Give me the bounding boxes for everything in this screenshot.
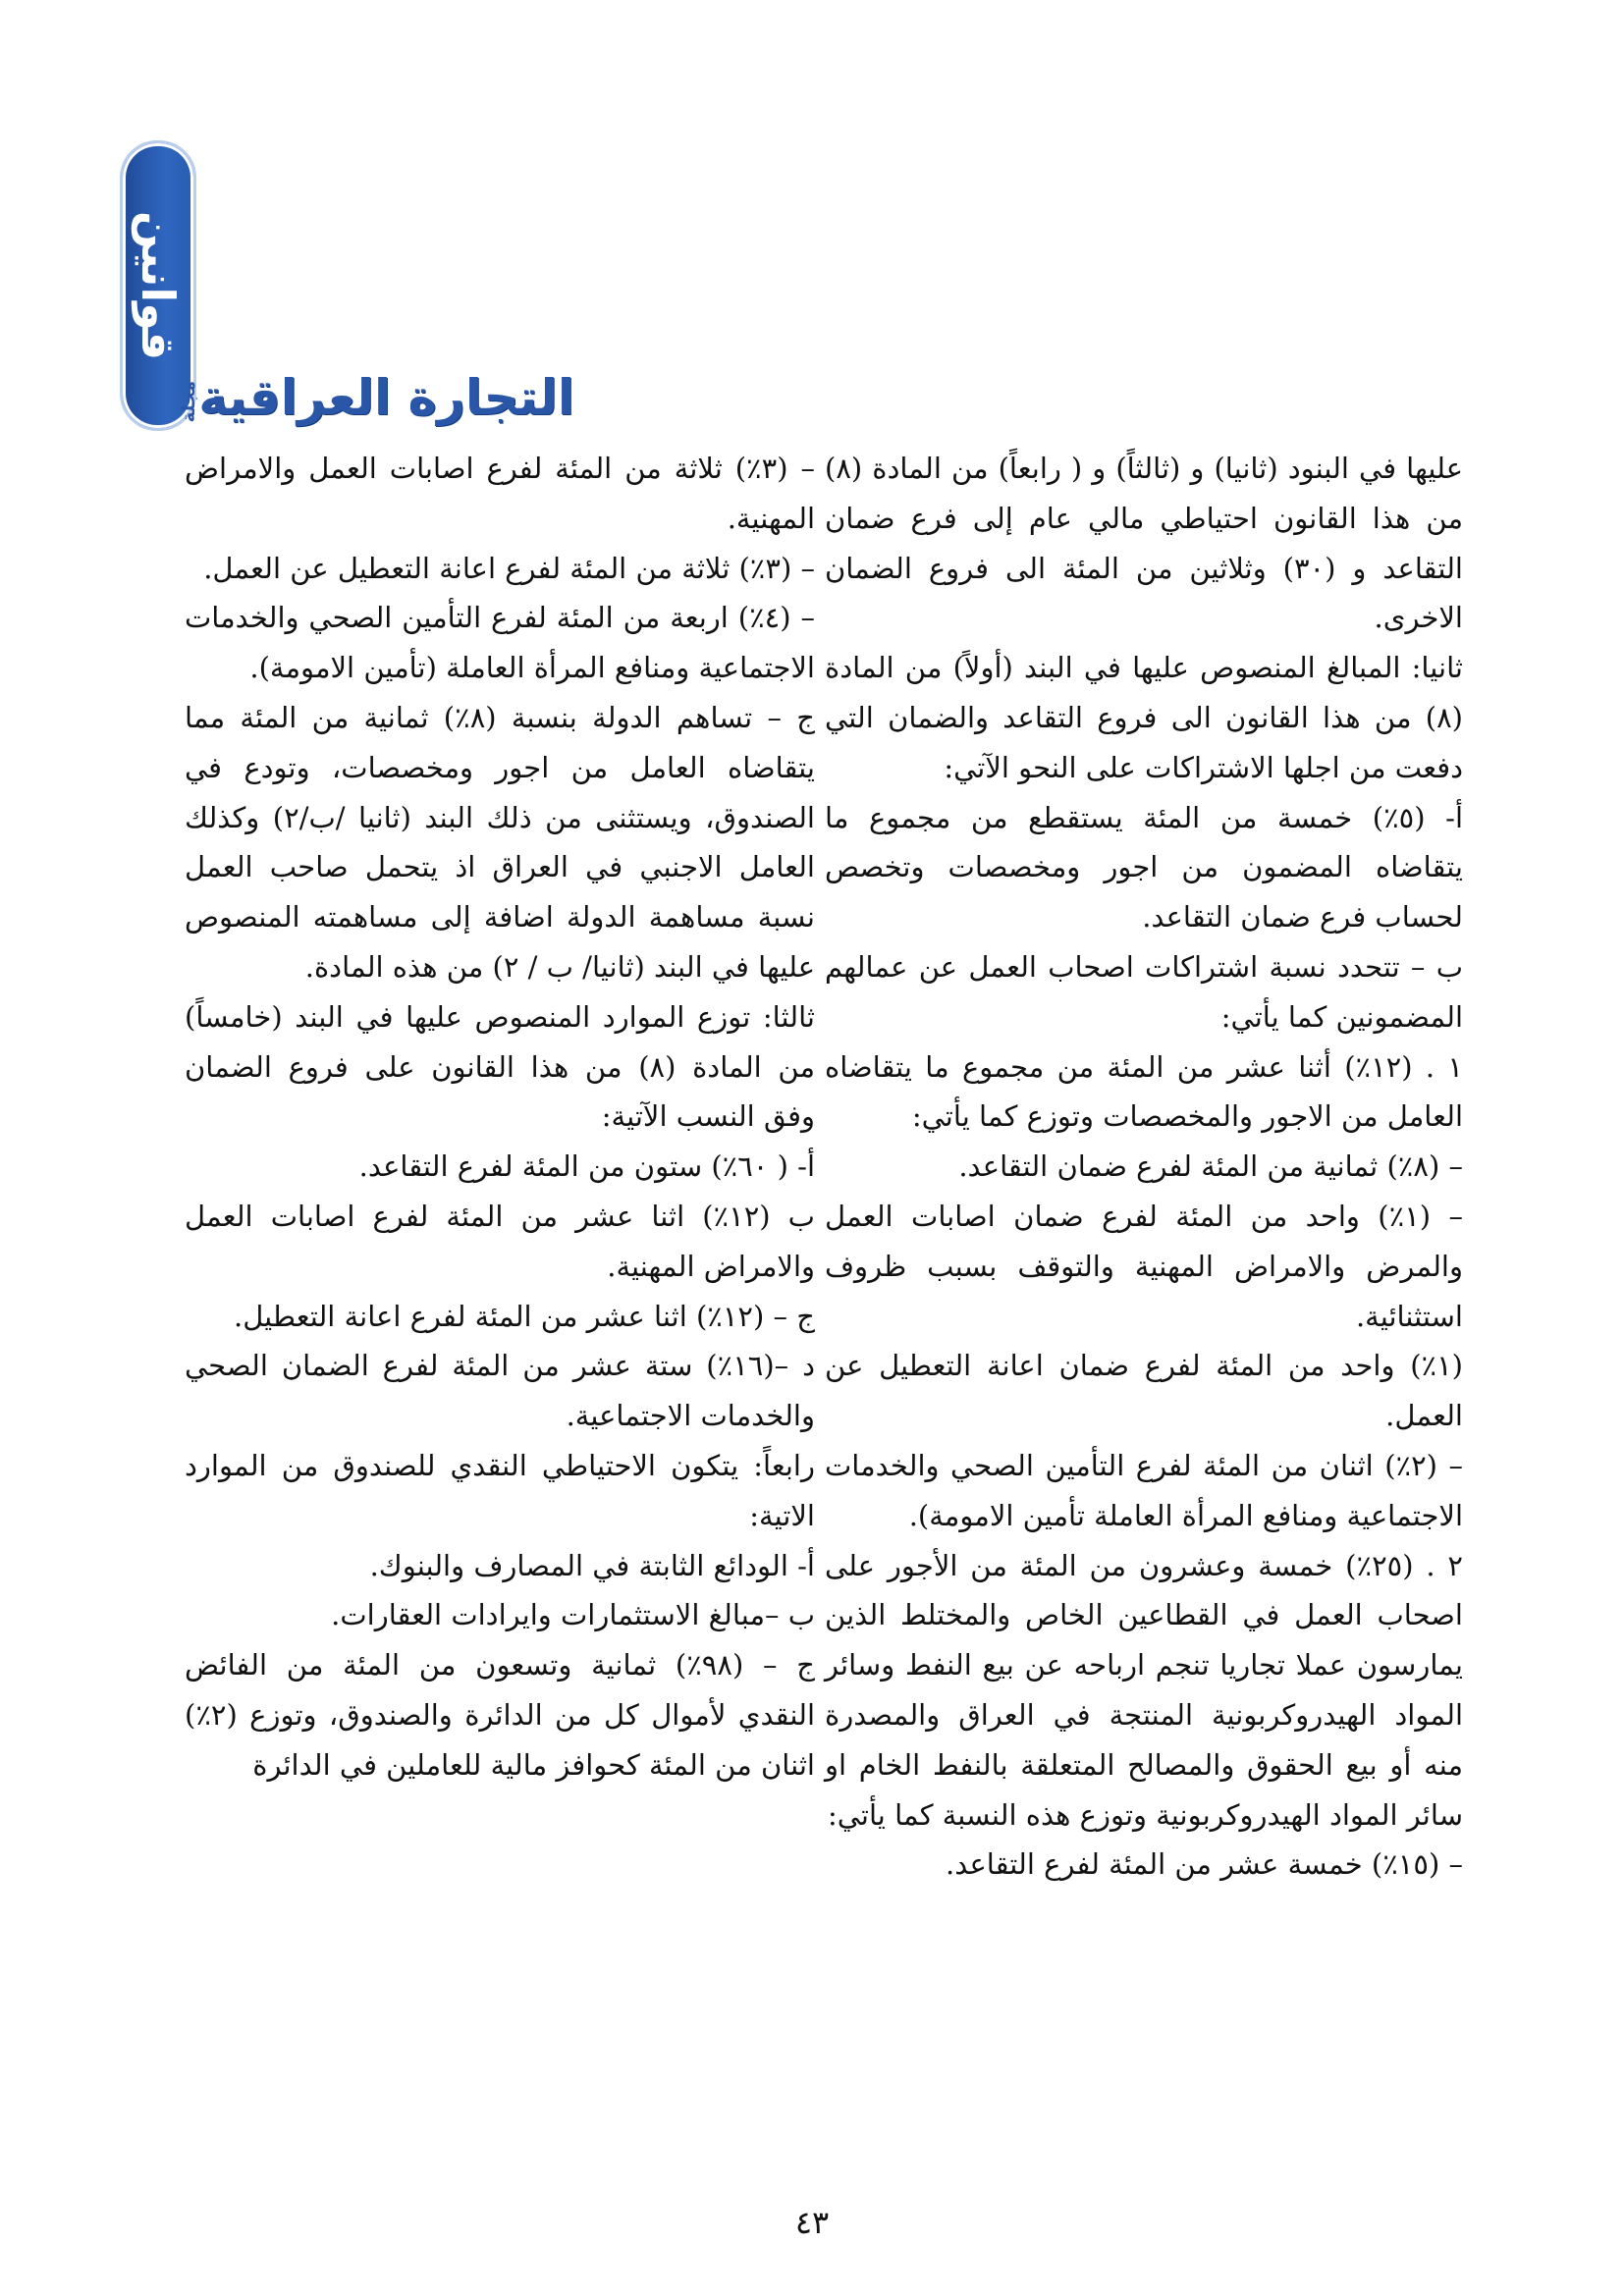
paragraph: رابعاً: يتكون الاحتياطي النقدي للصندوق من الموارد الاتية: — [185, 1448, 815, 1532]
paragraph: – (٣٪) ثلاثة من المئة لفرع اصابات العمل والامراض المهنية. — [185, 452, 815, 535]
paragraph: – (١٪) واحد من المئة لفرع ضمان اصابات العمل والمرض والامراض المهنية والتوقف بسبب ظروف استثنائية. — [825, 1199, 1463, 1333]
magazine-masthead — [179, 353, 574, 426]
left-column — [185, 444, 815, 1790]
paragraph: ب – تتحدد نسبة اشتراكات اصحاب العمل عن عمالهم المضمونين كما يأتي: — [825, 949, 1463, 1034]
paragraph: (١٪) واحد من المئة لفرع ضمان اعانة التعطيل عن العمل. — [825, 1349, 1463, 1433]
paragraph: ج – (١٢٪) اثنا عشر من المئة لفرع اعانة التعطيل. — [234, 1299, 815, 1333]
paragraph: أ- ( ٦٠٪) ستون من المئة لفرع التقاعد. — [358, 1149, 815, 1184]
paragraph: ثانيا: المبالغ المنصوص عليها في البند (أولاً) من المادة (٨) من هذا القانون الى فروع التقاعد والضمان التي دفعت من اجلها الاشتراكات على النحو الآتي: — [825, 651, 1463, 784]
paragraph: – (٢٪) اثنان من المئة لفرع التأمين الصحي والخدمات الاجتماعية ومنافع المرأة العاملة تأمين الامومة). — [825, 1448, 1463, 1532]
paragraph: ج – (٩٨٪) ثمانية وتسعون من المئة من الفائض النقدي لأموال كل من الدائرة والصندوق، وتوزع (٢٪) اثنان من المئة كحوافز مالية للعاملين في الدائرة — [185, 1648, 815, 1782]
paragraph: عليها في البنود (ثانيا) و (ثالثاً) و ( رابعاً) من المادة (٨) من هذا القانون احتياطي مالي عام إلى فرع ضمان التقاعد و (٣٠) وثلاثين من المئة الى فروع الضمان الاخرى. — [825, 452, 1463, 635]
page-number: ٤٣ — [794, 2204, 830, 2241]
paragraph: – (١٥٪) خمسة عشر من المئة لفرع التقاعد. — [946, 1847, 1463, 1882]
paragraph: أ- (٥٪) خمسة من المئة يستقطع من مجموع ما يتقاضاه المضمون من اجور ومخصصات وتخصص لحساب فرع ضمان التقاعد. — [825, 800, 1464, 934]
paragraph: ثالثا: توزع الموارد المنصوص عليها في البند (خامساً) من المادة (٨) من هذا القانون على فروع الضمان وفق النسب الآتية: — [185, 999, 815, 1134]
section-tab-label: قوانين — [132, 210, 185, 361]
magazine-label: مجلة — [179, 380, 200, 422]
paragraph: أ- الودائع الثابتة في المصارف والبنوك. — [369, 1548, 815, 1582]
paragraph: ب –مبالغ الاستثمارات وايرادات العقارات. — [331, 1598, 815, 1632]
magazine-title: التجارة العراقية — [198, 369, 574, 426]
paragraph: ب (١٢٪) اثنا عشر من المئة لفرع اصابات العمل والامراض المهنية. — [185, 1199, 815, 1283]
paragraph: د –(١٦٪) ستة عشر من المئة لفرع الضمان الصحي والخدمات الاجتماعية. — [185, 1349, 815, 1433]
paragraph: – (٣٪) ثلاثة من المئة لفرع اعانة التعطيل عن العمل. — [203, 551, 815, 585]
paragraph: – (٨٪) ثمانية من المئة لفرع ضمان التقاعد. — [958, 1149, 1463, 1184]
right-column — [825, 444, 1463, 1890]
paragraph: – (٤٪) اربعة من المئة لفرع التأمين الصحي والخدمات الاجتماعية ومنافع المرأة العاملة (تأمين الامومة). — [185, 601, 815, 685]
paragraph: ١ . (١٢٪) أثنا عشر من المئة من مجموع ما يتقاضاه العامل من الاجور والمخصصات وتوزع كما يأتي: — [825, 1049, 1463, 1134]
paragraph: ج – تساهم الدولة بنسبة (٨٪) ثمانية من المئة مما يتقاضاه العامل من اجور ومخصصات، وتودع في الصندوق، ويستثنى من ذلك البند (ثانيا /ب/٢) وكذلك العامل الاجنبي في العراق اذ يتحمل صاحب العمل نسبة مساهمة الدولة اضافة إلى مساهمته المنصوص عليها في البند (ثانيا/ ب / ٢) من هذه المادة. — [185, 700, 815, 984]
paragraph: ٢ . (٢٥٪) خمسة وعشرون من المئة من الأجور على اصحاب العمل في القطاعين الخاص والمختلط الذين يمارسون عملا تجاريا تنجم ارباحه عن بيع النفط وسائر المواد الهيدروكربونية المنتجة في العراق والمصدرة منه أو بيع الحقوق والمصالح المتعلقة بالنفط الخام او سائر المواد الهيدروكربونية وتوزع هذه النسبة كما يأتي: — [825, 1548, 1463, 1832]
